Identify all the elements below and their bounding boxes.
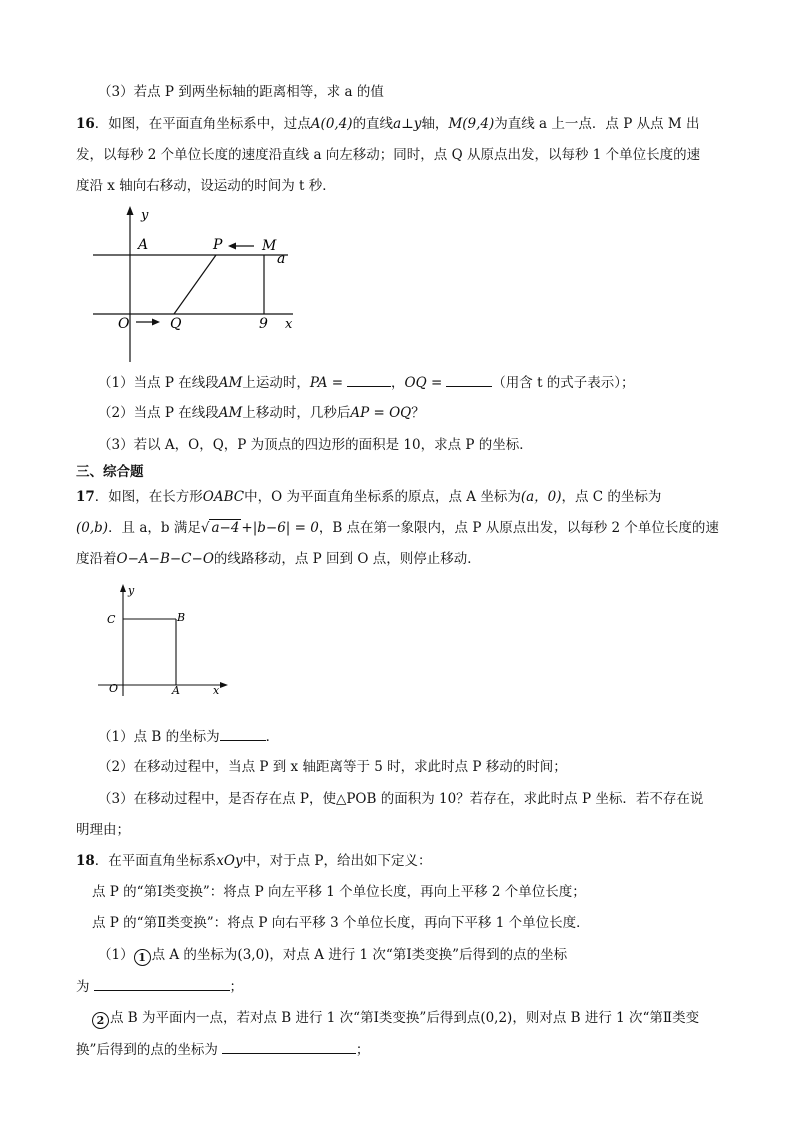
- q18-text: 换”后得到的点的坐标为: [76, 1042, 218, 1058]
- q17-part2: （2）在移动过程中，当点 P 到 x 轴距离等于 5 时，求此时点 P 移动的时间；: [98, 759, 567, 775]
- circled-number-1: 1: [134, 949, 151, 966]
- label-m: M: [262, 238, 277, 254]
- q18-text: 中，对于点 P，给出如下定义：: [242, 853, 432, 869]
- abs-expr: +|b−6| = 0: [241, 520, 319, 536]
- q18-text: 点 A 的坐标为(3,0)，对点 A 进行 1 次“第Ⅰ类变换”后得到的点的坐标: [151, 947, 568, 963]
- q18-number: 18: [76, 853, 95, 869]
- circled-number-2: 2: [92, 1012, 109, 1029]
- answer-blank-pa[interactable]: [347, 372, 391, 387]
- q16-text: 轴，: [421, 116, 449, 132]
- q17-text: ．且 a，b 满足: [108, 520, 201, 536]
- label-p: P: [213, 237, 223, 253]
- ap-oq-expr: AP = OQ: [350, 405, 412, 421]
- q18-text: 点 B 为平面内一点，若对点 B 进行 1 次“第Ⅰ类变换”后得到点(0,2)，则对点 B 进行 1 次“第Ⅱ类变: [110, 1010, 700, 1026]
- label-b: B: [177, 611, 186, 624]
- q16-figure: [88, 202, 298, 372]
- rect-oabc: OABC: [202, 489, 245, 505]
- q16-text: ．如图，在平面直角坐标系中，过点: [94, 116, 311, 132]
- xoy-expr: xOy: [216, 853, 243, 869]
- q16-y-arrow: [127, 206, 134, 215]
- q18-part1b-line1: [92, 1008, 782, 1029]
- answer-blank-oq[interactable]: [446, 372, 492, 387]
- label-nine: 9: [259, 316, 268, 332]
- q18-line1: [76, 851, 766, 871]
- label-a: A: [172, 684, 180, 697]
- sqrt-expr: a−4: [211, 520, 240, 536]
- q16-x-label: x: [285, 317, 293, 332]
- q16-text: 上运动时，: [242, 375, 310, 391]
- q17-x-label: x: [213, 684, 220, 697]
- q16-text: （用含 t 的式子表示）；: [492, 375, 635, 391]
- q16-text: 为直线 a 上一点．点 P 从点 M 出: [494, 116, 700, 132]
- q17-text: 的线路移动，点 P 回到 O 点，则停止移动．: [213, 551, 481, 567]
- label-line-a: a: [277, 251, 286, 267]
- pa-expr: PA =: [309, 375, 344, 391]
- q17-text: ．: [265, 729, 280, 745]
- q16-line3: 度沿 x 轴向右移动，设运动的时间为 t 秒．: [76, 178, 336, 194]
- label-a-point: A: [138, 237, 149, 253]
- label-q: Q: [170, 316, 182, 332]
- q18-text: ；: [229, 979, 243, 995]
- q17-text: 中，O 为平面直角坐标系的原点，点 A 坐标为: [244, 489, 521, 505]
- q17-figure: [92, 580, 232, 700]
- label-c: C: [107, 613, 116, 626]
- q16-part1: [98, 372, 788, 393]
- q16-text: （1）当点 P 在线段: [98, 375, 219, 391]
- answer-blank-a-transform[interactable]: [94, 976, 230, 991]
- point-a-coord: A(0,4): [310, 116, 353, 132]
- q17-part1: [98, 726, 788, 747]
- q16-y-label: y: [141, 208, 149, 223]
- q16-part2: [98, 403, 788, 423]
- q16-text: 上移动时，几秒后: [242, 405, 351, 421]
- q16-number: 16: [76, 116, 95, 132]
- q16-line2: 发，以每秒 2 个单位长度的速度沿直线 a 向左移动；同时，点 Q 从原点出发，以每秒 1 个单位长度的速: [76, 147, 701, 163]
- q18-text: 为: [76, 979, 90, 995]
- point-a-coord: (a，0): [520, 489, 562, 505]
- q18-def2: 点 P 的“第Ⅱ类变换”：将点 P 向右平移 3 个单位长度，再向下平移 1 个单位长度．: [92, 915, 590, 931]
- point-m-coord: M(9,4): [448, 116, 495, 132]
- q17-text: （1）点 B 的坐标为: [98, 729, 220, 745]
- q18-part1-line1: [98, 945, 788, 966]
- q17-text: ．如图，在长方形: [94, 489, 203, 505]
- q18-def1: 点 P 的“第Ⅰ类变换”：将点 P 向左平移 1 个单位长度，再向上平移 2 个单位长度；: [92, 884, 586, 900]
- q16-text: 的直线: [352, 116, 394, 132]
- answer-blank-b-transform[interactable]: [222, 1039, 356, 1054]
- segment-am: AM: [218, 375, 243, 391]
- q17-line3: [76, 549, 766, 569]
- q17-text: ，B 点在第一象限内，点 P 从原点出发，以每秒 2 个单位长度的速: [318, 520, 719, 536]
- q16-text: ？: [411, 405, 425, 421]
- q18-part1-line2: [76, 976, 766, 997]
- q17-number: 17: [76, 489, 95, 505]
- q15-part3: （3）若点 P 到两坐标轴的距离相等，求 a 的值: [98, 84, 384, 100]
- q18-text: ．在平面直角坐标系: [94, 853, 217, 869]
- answer-blank-b[interactable]: [220, 726, 266, 741]
- q16-text: （2）当点 P 在线段: [98, 405, 219, 421]
- q17-y-label: y: [128, 584, 135, 597]
- q17-line2: (0,b)．且 a，b 满足√ a−4 +|b−6| = 0，B 点在第一象限内，点 P 从原点出发，以每秒 2 个单位长度的速: [76, 520, 719, 536]
- q18-text: （1）: [98, 947, 134, 963]
- point-c-coord: (0,b): [76, 520, 109, 536]
- section-heading: 三、综合题: [76, 464, 144, 480]
- q17-text: ，点 C 的坐标为: [561, 489, 662, 505]
- q17-part3-line2: 明理由；: [76, 822, 130, 838]
- q17-part3-line1: （3）在移动过程中，是否存在点 P，使△POB 的面积为 10？若存在，求此时点 P 坐标．若不存在说: [98, 791, 704, 807]
- q16-text: ，: [391, 375, 405, 391]
- q18-part1b-line2: [76, 1039, 766, 1060]
- q16-line1: [76, 114, 766, 134]
- segment-am: AM: [218, 405, 243, 421]
- perpendicular-expr: a⊥y: [393, 116, 422, 132]
- q17-text: 度沿着: [76, 551, 117, 567]
- route-expr: O−A−B−C−O: [116, 551, 214, 567]
- label-o: O: [118, 316, 130, 332]
- oq-expr: OQ =: [404, 375, 443, 391]
- q17-line1: [76, 487, 766, 507]
- label-o: O: [109, 682, 119, 695]
- q18-text: ；: [355, 1042, 370, 1058]
- segment-pq: [174, 255, 216, 314]
- q16-part3: （3）若以 A，O，Q，P 为顶点的四边形的面积是 10，求点 P 的坐标．: [98, 437, 533, 453]
